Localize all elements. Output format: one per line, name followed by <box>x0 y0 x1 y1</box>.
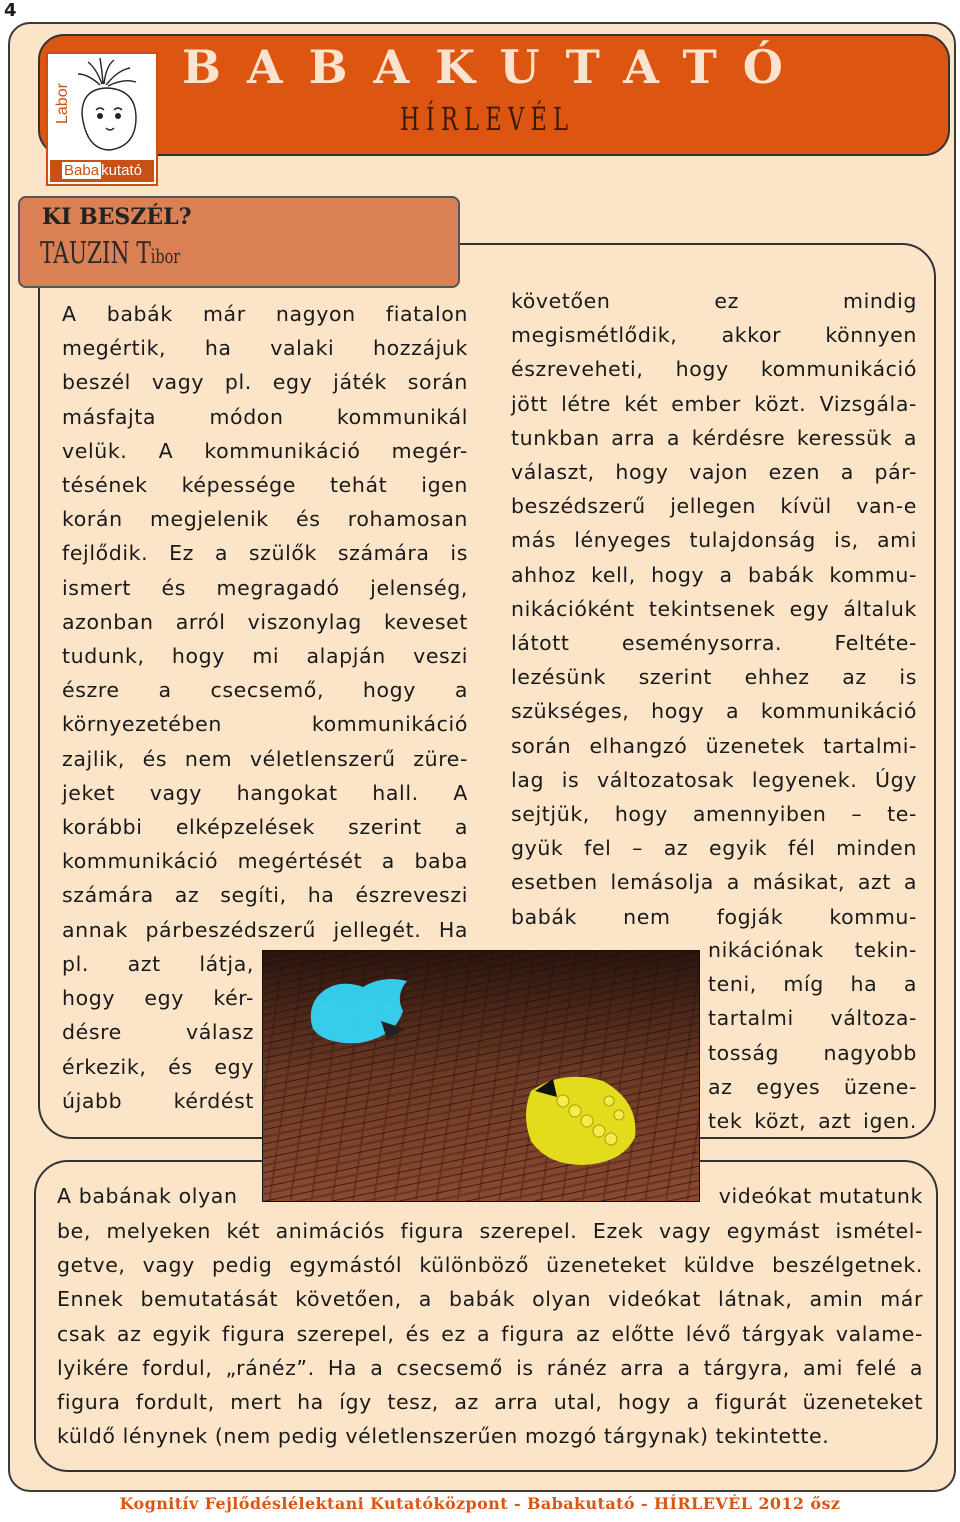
text-line: figura fordult, mert ha így tesz, az arra utal, hogy a figurát üzeneteket <box>57 1390 923 1415</box>
text-line: désre válasz <box>62 1020 254 1045</box>
logo-brand-part1: Baba <box>64 162 100 179</box>
text-line: más lényeges tulajdonság is, ami <box>511 528 917 553</box>
text-line: be, melyeken két animációs figura szerepel. Ezek vagy egymást ismétel- <box>57 1219 923 1243</box>
text-line: ahhoz kell, hogy a babák kommu- <box>511 562 917 587</box>
text-line: lyikére fordul, „ránéz”. Ha a csecsemő is ránéz arra a tárgyra, ami felé a <box>57 1355 923 1380</box>
text-line: annak párbeszédszerű jellegét. Ha <box>62 917 468 942</box>
text-line: gyük fel – az egyik fél minden <box>511 836 917 861</box>
bottom-first-right: videókat mutatunk <box>718 1184 923 1208</box>
author-name-rest: ibor <box>150 244 181 268</box>
text-line: tartalmi változa- <box>708 1006 917 1031</box>
text-line: tésének képessége tehát igen <box>62 473 468 498</box>
text-line: kommunikáció megértését a baba <box>62 849 468 874</box>
text-line: tosság nagyobb <box>708 1040 917 1065</box>
text-line: megértik, ha valaki hozzájuk <box>62 336 468 361</box>
text-line: jeket vagy hangokat hall. A <box>62 780 468 805</box>
logo-labor-text: Labor <box>54 83 71 124</box>
babakutato-logo <box>46 52 158 186</box>
text-line: tudunk, hogy mi alapján veszi <box>62 644 468 669</box>
animation-scene <box>263 951 699 1201</box>
text-line: érkezik, és egy <box>62 1054 254 1079</box>
text-line: környezetében kommunikáció <box>62 712 468 737</box>
text-line: észreveheti, hogy kommunikáció <box>511 357 917 382</box>
newsletter-subtitle: HÍRLEVÉL <box>400 100 575 138</box>
footer-text: Kognitív Fejlődéslélektani Kutatóközpont - Babakutató - HÍRLEVÉL 2012 ősz <box>119 1494 841 1513</box>
text-line: csak az egyik figura szerepel, és ez a figura az előtte lévő tárgyak valame- <box>57 1321 923 1346</box>
text-line: beszédszerű jellegen kívül van-e <box>511 494 917 519</box>
text-line: babák nem fogják kommu- <box>511 904 917 929</box>
text-line: lag is változatosak legyenek. Úgy <box>511 767 917 792</box>
bottom-first-left: A babának olyan <box>57 1184 238 1208</box>
author-name-main: TAUZIN T <box>40 236 151 271</box>
text-line: választ, hogy vajon ezen a pár- <box>511 460 917 485</box>
text-line: szükséges, hogy a kommunikáció <box>511 699 917 724</box>
text-line: másfajta módon kommunikál <box>62 404 468 429</box>
text-line: számára az segíti, ha észreveszi <box>62 883 468 908</box>
logo-brand-part2: kutató <box>101 162 142 179</box>
text-line: megismétlődik, akkor könnyen <box>511 323 917 348</box>
text-line: azonban arról viszonylag keveset <box>62 609 468 634</box>
text-line: beszél vagy pl. egy játék során <box>62 370 468 395</box>
text-line: jött létre két ember közt. Vizsgála- <box>511 391 917 416</box>
text-line: korábbi elképzelések szerint a <box>62 815 468 840</box>
text-line: tek közt, azt igen. <box>708 1109 917 1134</box>
section-header <box>18 196 460 288</box>
section-title: KI BESZÉL? <box>42 204 192 230</box>
animation-figure-image <box>262 950 700 1202</box>
text-line: hogy egy kér- <box>62 986 254 1011</box>
text-line: észre a csecsemő, hogy a <box>62 678 468 703</box>
text-line: nikációnak tekin- <box>708 938 917 962</box>
text-line: látott eseménysorra. Feltéte- <box>511 631 917 656</box>
text-line: sejtjük, hogy amennyiben – te- <box>511 802 917 827</box>
text-line: fejlődik. Ez a szülők számára is <box>62 541 468 566</box>
page-number: 4 <box>4 0 17 21</box>
text-line: A babák már nagyon fiatalon <box>62 302 468 326</box>
text-line: lezésünk szerint ehhez az is <box>511 665 917 690</box>
text-line: getve, vagy pedig egymástól különböző üzeneteket küldve beszélgetnek. <box>57 1253 923 1278</box>
author-name <box>40 236 180 271</box>
text-line: pl. azt látja, <box>62 952 254 976</box>
text-line: során elhangzó üzenetek tartalmi- <box>511 733 917 758</box>
text-line: az egyes üzene- <box>708 1074 917 1099</box>
text-line: ismert és megragadó jelenség, <box>62 575 468 600</box>
newsletter-title: BABAKUTATÓ <box>182 40 809 94</box>
text-line: nikációként tekintsenek egy általuk <box>511 596 917 621</box>
text-line: követően ez mindig <box>511 289 917 313</box>
text-line: tunkban arra a kérdésre keressük a <box>511 425 917 450</box>
text-line: esetben lemásolja a másikat, azt a <box>511 870 917 895</box>
text-line: küldő lénynek (nem pedig véletlenszerűen mozgó tárgynak) tekintette. <box>57 1424 830 1449</box>
text-line: velük. A kommunikáció megér- <box>62 438 468 463</box>
text-line: korán megjelenik és rohamosan <box>62 507 468 532</box>
logo-brand-text <box>50 160 154 182</box>
text-line: Ennek bemutatását követően, a babák olyan videókat látnak, amin már <box>57 1287 923 1312</box>
text-line: zajlik, és nem véletlenszerű züre- <box>62 746 468 771</box>
text-line: újabb kérdést <box>62 1088 254 1113</box>
text-line: teni, míg ha a <box>708 972 917 997</box>
